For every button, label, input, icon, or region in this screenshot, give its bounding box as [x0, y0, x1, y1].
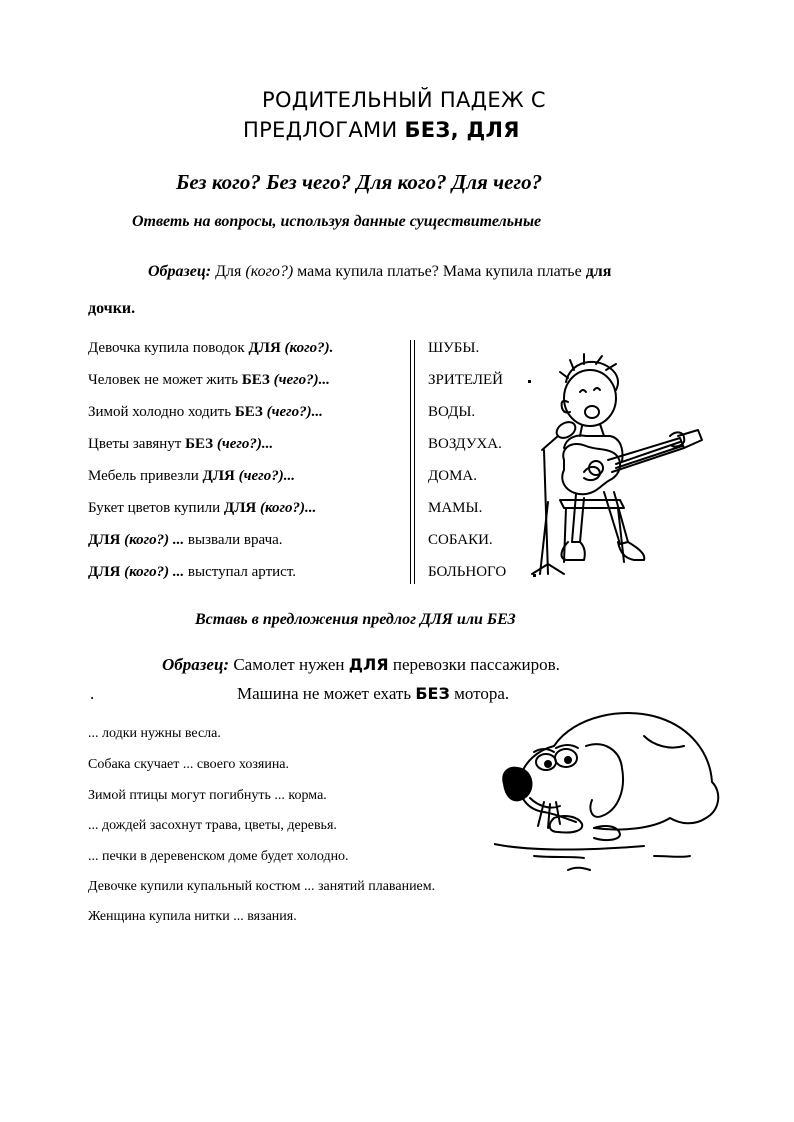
fill-in-sentence: Собака скучает ... своего хозяина.	[88, 757, 290, 772]
exercise2-sample-1: Образец: Самолет нужен ДЛЯ перевозки пассажиров.	[162, 655, 560, 674]
answer-word: МАМЫ.	[428, 500, 483, 516]
question-row: Мебель привезли ДЛЯ (чего?)...	[88, 468, 295, 484]
exercise1-instruction: Ответь на вопросы, используя данные существительные	[132, 213, 542, 230]
question-row: Зимой холодно ходить БЕЗ (чего?)...	[88, 404, 323, 420]
answer-word: ВОЗДУХА.	[428, 436, 502, 452]
page-title-line-2: ПРЕДЛОГАМИ БЕЗ, ДЛЯ	[243, 118, 520, 142]
fill-in-sentence: Зимой птицы могут погибнуть ... корма.	[88, 788, 327, 803]
question-row: Цветы завянут БЕЗ (чего?)...	[88, 436, 274, 452]
subtitle: Без кого? Без чего? Для кого? Для чего?	[176, 170, 543, 194]
exercise2-instruction: Вставь в предложения предлог ДЛЯ или БЕЗ	[195, 611, 516, 628]
column-divider-right	[414, 340, 415, 584]
answer-word: БОЛЬНОГО	[428, 564, 507, 580]
question-row: Букет цветов купили ДЛЯ (кого?)...	[88, 500, 317, 516]
question-row: Человек не может жить БЕЗ (чего?)...	[88, 372, 330, 388]
question-row: ДЛЯ (кого?) ... выступал артист.	[88, 564, 297, 580]
question-row: Девочка купила поводок ДЛЯ (кого?).	[88, 340, 334, 356]
answer-word: ЗРИТЕЛЕЙ	[428, 372, 503, 388]
question-row: ДЛЯ (кого?) ... вызвали врача.	[88, 532, 283, 548]
answer-word: ШУБЫ.	[428, 340, 480, 356]
answer-word: СОБАКИ.	[428, 532, 493, 548]
fill-in-sentence: ... лодки нужны весла.	[88, 726, 221, 741]
sad-dog-illustration	[494, 706, 726, 882]
answer-word: ДОМА.	[428, 468, 477, 484]
exercise1-sample: Образец: Для (кого?) мама купила платье? Мама купила платье для	[148, 263, 612, 280]
fill-in-sentence: Девочке купили купальный костюм ... занятий плаванием.	[88, 879, 436, 894]
boy-with-guitar-illustration	[520, 352, 705, 584]
fill-in-sentence: Женщина купила нитки ... вязания.	[88, 909, 297, 924]
answer-word: ВОДЫ.	[428, 404, 476, 420]
exercise2-sample-2: Машина не может ехать БЕЗ мотора.	[237, 684, 510, 703]
page-title-line-1: РОДИТЕЛЬНЫЙ ПАДЕЖ С	[262, 88, 546, 112]
exercise1-sample-continuation: дочки.	[88, 300, 136, 317]
column-divider-left	[410, 340, 411, 584]
fill-in-sentence: ... дождей засохнут трава, цветы, деревья.	[88, 818, 337, 833]
fill-in-sentence: ... печки в деревенском доме будет холодно.	[88, 849, 349, 864]
exercise2-sample-dot: .	[90, 684, 95, 703]
